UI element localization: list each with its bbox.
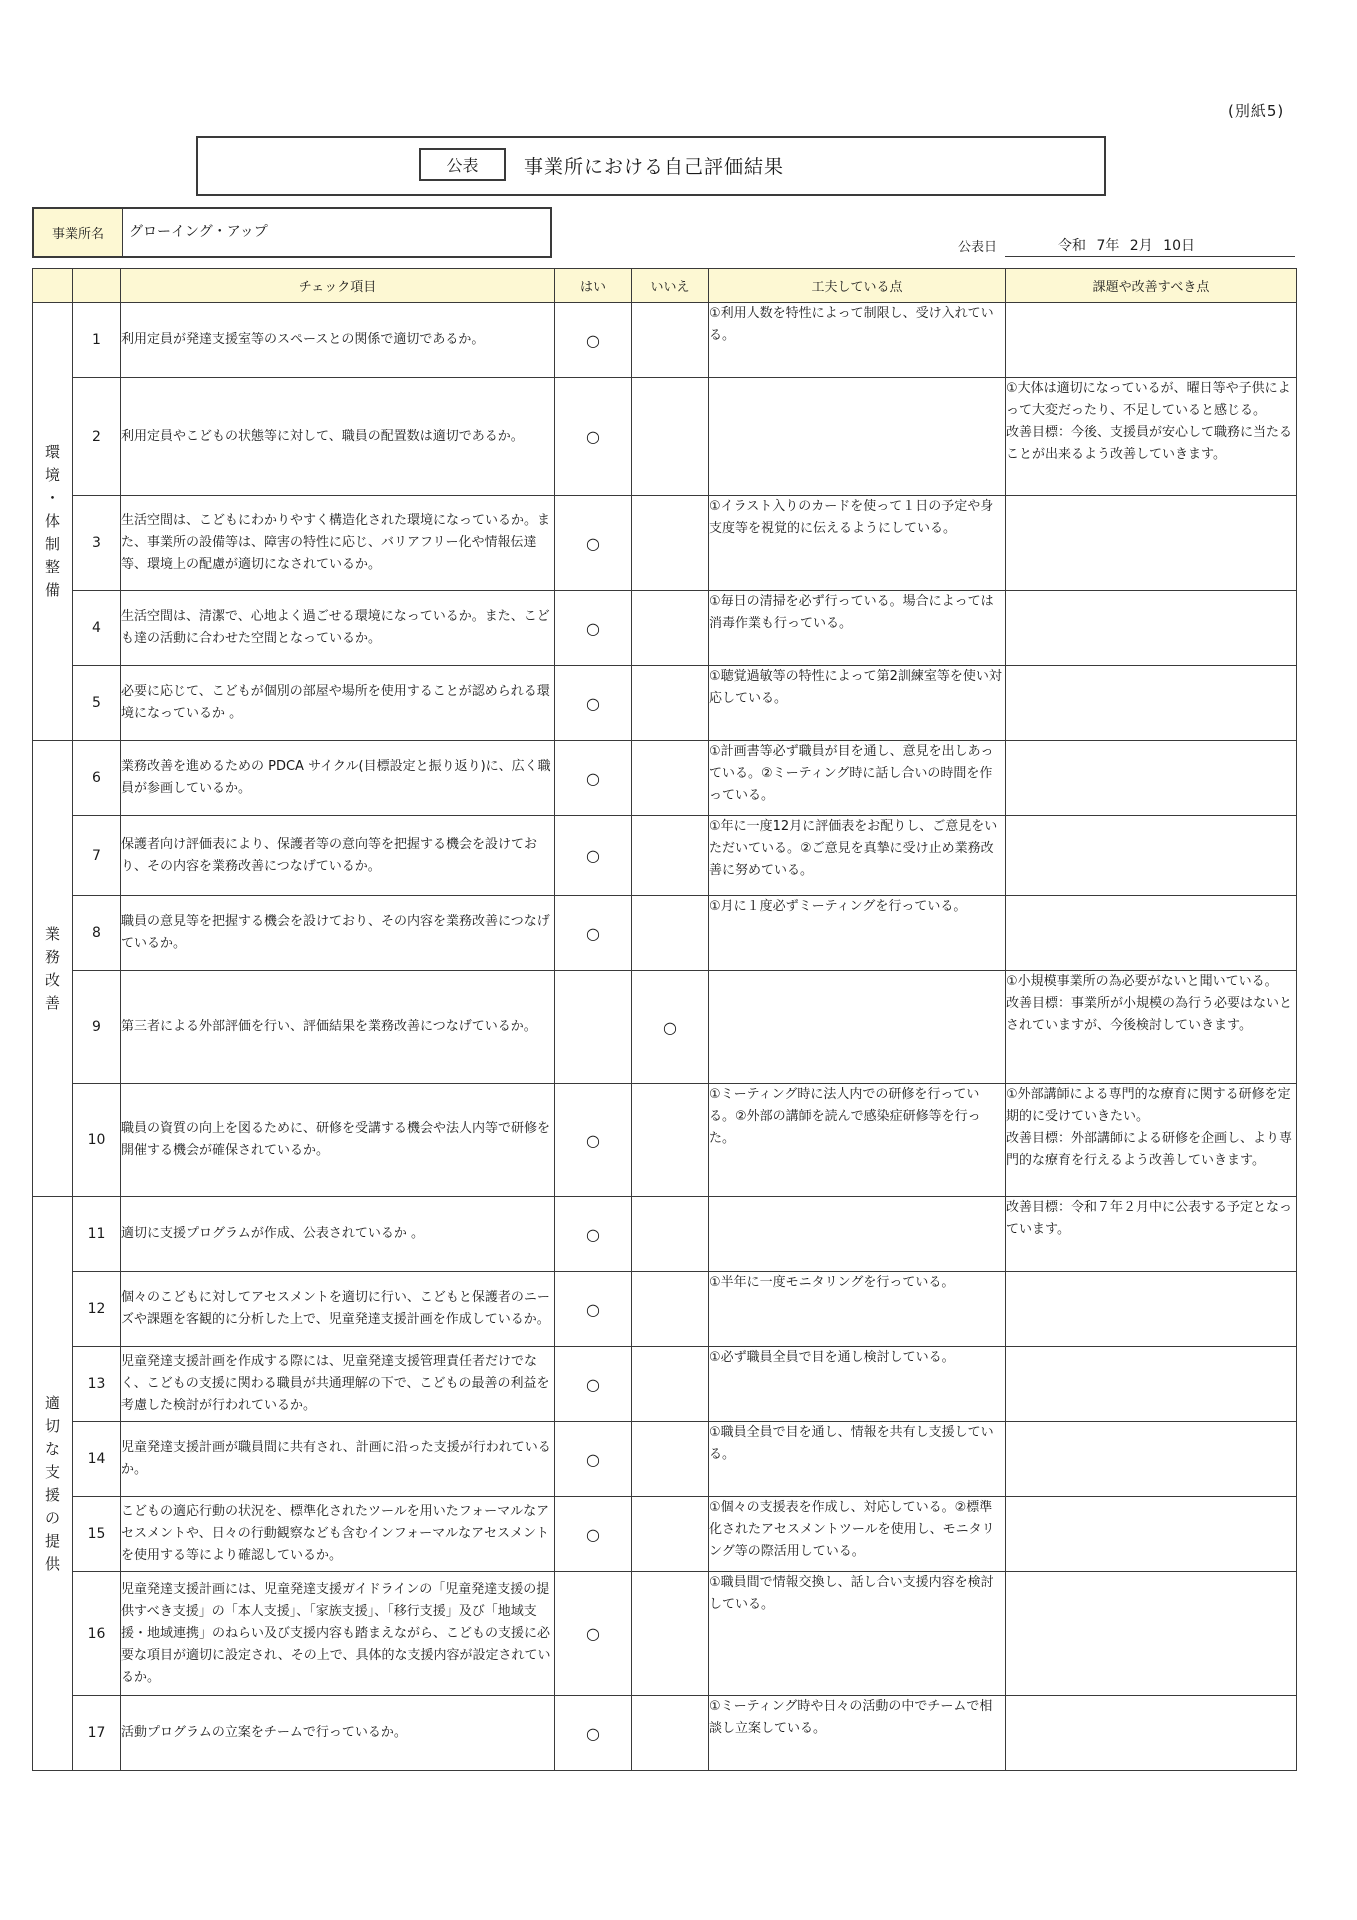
table-row bbox=[33, 378, 1297, 496]
category-char: 環 bbox=[44, 443, 60, 461]
no-mark bbox=[632, 1272, 709, 1347]
check-item-text: 適切に支援プログラムが作成、公表されているか 。 bbox=[121, 1197, 555, 1272]
issue-text bbox=[1006, 666, 1297, 741]
category-char: の bbox=[44, 1508, 60, 1527]
category-char: 境 bbox=[44, 466, 60, 484]
yes-mark: ○ bbox=[555, 1696, 632, 1771]
item-number: 12 bbox=[73, 1272, 121, 1347]
category-char: 善 bbox=[44, 993, 60, 1012]
yes-mark: ○ bbox=[555, 591, 632, 666]
yes-mark: ○ bbox=[555, 1084, 632, 1197]
category-char: 整 bbox=[44, 558, 60, 576]
office-label: 事業所名 bbox=[34, 209, 123, 256]
check-item-text: 必要に応じて、こどもが個別の部屋や場所を使用することが認められる環境になっているか 。 bbox=[121, 666, 555, 741]
no-mark bbox=[632, 666, 709, 741]
effort-text: ①ミーティング時や日々の活動の中でチームで相談し立案している。 bbox=[709, 1696, 1006, 1771]
check-item-text: 児童発達支援計画が職員間に共有され、計画に沿った支援が行われているか。 bbox=[121, 1422, 555, 1497]
issue-text bbox=[1006, 1696, 1297, 1771]
no-mark bbox=[632, 1422, 709, 1497]
category-char: 業 bbox=[44, 924, 60, 943]
check-item-text: 児童発達支援計画を作成する際には、児童発達支援管理責任者だけでなく、こどもの支援に関わる職員が共通理解の下で、こどもの最善の利益を考慮した検討が行われているか。 bbox=[121, 1347, 555, 1422]
yes-mark: ○ bbox=[555, 666, 632, 741]
check-item-text: 個々のこどもに対してアセスメントを適切に行い、こどもと保護者のニーズや課題を客観的に分析した上で、児童発達支援計画を作成しているか。 bbox=[121, 1272, 555, 1347]
no-mark: ○ bbox=[632, 971, 709, 1084]
category-label bbox=[33, 303, 73, 741]
category-char: 切 bbox=[44, 1416, 60, 1435]
check-item-text: 利用定員が発達支援室等のスペースとの関係で適切であるか。 bbox=[121, 303, 555, 378]
item-number: 15 bbox=[73, 1497, 121, 1572]
item-number: 7 bbox=[73, 816, 121, 896]
yes-mark: ○ bbox=[555, 1347, 632, 1422]
no-mark bbox=[632, 1696, 709, 1771]
item-number: 9 bbox=[73, 971, 121, 1084]
issue-text bbox=[1006, 303, 1297, 378]
check-item-text: 利用定員やこどもの状態等に対して、職員の配置数は適切であるか。 bbox=[121, 378, 555, 496]
effort-text: ①毎日の清掃を必ず行っている。場合によっては消毒作業も行っている。 bbox=[709, 591, 1006, 666]
table-row bbox=[33, 1272, 1297, 1347]
yes-mark bbox=[555, 971, 632, 1084]
table-row bbox=[33, 971, 1297, 1084]
category-char: 援 bbox=[44, 1485, 60, 1504]
effort-text: ①聴覚過敏等の特性によって第2訓練室等を使い対応している。 bbox=[709, 666, 1006, 741]
header-check-item: チェック項目 bbox=[121, 269, 555, 303]
check-item-text: 児童発達支援計画には、児童発達支援ガイドラインの「児童発達支援の提供すべき支援」の「本人支援」、「家族支援」、「移行支援」及び「地域支援・地域連携」のねらい及び支援内容も踏まえながら、こどもの支援に必要な項目が適切に設定され、その上で、具体的な支援内容が設定されているか。 bbox=[121, 1572, 555, 1696]
publication-date-label: 公表日 bbox=[958, 240, 998, 255]
check-item-text: 職員の意見等を把握する機会を設けており、その内容を業務改善につなげているか。 bbox=[121, 896, 555, 971]
no-mark bbox=[632, 303, 709, 378]
header-yes: はい bbox=[555, 269, 632, 303]
issue-text: ①大体は適切になっているが、曜日等や子供によって大変だったり、不足していると感じる。 改善目標：今後、支援員が安心して職務に当たることが出来るよう改善していきます。 bbox=[1006, 378, 1297, 496]
table-row bbox=[33, 1197, 1297, 1272]
table-row bbox=[33, 666, 1297, 741]
effort-text: ①職員間で情報交換し、話し合い支援内容を検討している。 bbox=[709, 1572, 1006, 1696]
item-number: 4 bbox=[73, 591, 121, 666]
effort-text bbox=[709, 378, 1006, 496]
effort-text: ①必ず職員全員で目を通し検討している。 bbox=[709, 1347, 1006, 1422]
issue-text bbox=[1006, 896, 1297, 971]
issue-text: 改善目標：令和７年２月中に公表する予定となっています。 bbox=[1006, 1197, 1297, 1272]
evaluation-table bbox=[32, 268, 1297, 1771]
category-char: 供 bbox=[44, 1554, 60, 1573]
no-mark bbox=[632, 1572, 709, 1696]
item-number: 13 bbox=[73, 1347, 121, 1422]
header-effort: 工夫している点 bbox=[709, 269, 1006, 303]
no-mark bbox=[632, 741, 709, 816]
no-mark bbox=[632, 1347, 709, 1422]
category-label bbox=[33, 741, 73, 1197]
no-mark bbox=[632, 378, 709, 496]
category-char: 制 bbox=[44, 535, 60, 553]
effort-text: ①月に１度必ずミーティングを行っている。 bbox=[709, 896, 1006, 971]
yes-mark: ○ bbox=[555, 496, 632, 591]
page-title: 事業所における自己評価結果 bbox=[524, 156, 785, 178]
annex-label: (別紙5) bbox=[1228, 102, 1285, 120]
item-number: 14 bbox=[73, 1422, 121, 1497]
yes-mark: ○ bbox=[555, 1572, 632, 1696]
yes-mark: ○ bbox=[555, 741, 632, 816]
issue-text bbox=[1006, 496, 1297, 591]
category-char: ・ bbox=[44, 489, 60, 507]
table-row bbox=[33, 741, 1297, 816]
table-row bbox=[33, 816, 1297, 896]
check-item-text: 職員の資質の向上を図るために、研修を受講する機会や法人内等で研修を開催する機会が確保されているか。 bbox=[121, 1084, 555, 1197]
category-char: 備 bbox=[44, 581, 60, 599]
item-number: 5 bbox=[73, 666, 121, 741]
table-row bbox=[33, 591, 1297, 666]
item-number: 10 bbox=[73, 1084, 121, 1197]
table-row bbox=[33, 303, 1297, 378]
issue-text bbox=[1006, 591, 1297, 666]
office-box bbox=[32, 207, 552, 258]
issue-text: ①外部講師による専門的な療育に関する研修を定期的に受けていきたい。 改善目標：外部講師による研修を企画し、より専門的な療育を行えるよう改善していきます。 bbox=[1006, 1084, 1297, 1197]
check-item-text: 活動プログラムの立案をチームで行っているか。 bbox=[121, 1696, 555, 1771]
category-char: な bbox=[44, 1439, 60, 1458]
issue-text bbox=[1006, 1272, 1297, 1347]
effort-text: ①利用人数を特性によって制限し、受け入れている。 bbox=[709, 303, 1006, 378]
check-item-text: 業務改善を進めるための PDCA サイクル(目標設定と振り返り)に、広く職員が参画しているか。 bbox=[121, 741, 555, 816]
yes-mark: ○ bbox=[555, 378, 632, 496]
issue-text: ①小規模事業所の為必要がないと聞いている。 改善目標：事業所が小規模の為行う必要はないとされていますが、今後検討していきます。 bbox=[1006, 971, 1297, 1084]
effort-text bbox=[709, 1197, 1006, 1272]
table-header-row bbox=[33, 269, 1297, 303]
yes-mark: ○ bbox=[555, 1272, 632, 1347]
table-row bbox=[33, 1497, 1297, 1572]
item-number: 16 bbox=[73, 1572, 121, 1696]
yes-mark: ○ bbox=[555, 896, 632, 971]
item-number: 11 bbox=[73, 1197, 121, 1272]
no-mark bbox=[632, 816, 709, 896]
no-mark bbox=[632, 1497, 709, 1572]
table-row bbox=[33, 1572, 1297, 1696]
category-char: 体 bbox=[44, 512, 60, 530]
table-row bbox=[33, 1422, 1297, 1497]
category-char: 務 bbox=[44, 947, 60, 966]
effort-text: ①半年に一度モニタリングを行っている。 bbox=[709, 1272, 1006, 1347]
yes-mark: ○ bbox=[555, 1422, 632, 1497]
table-row bbox=[33, 1696, 1297, 1771]
item-number: 3 bbox=[73, 496, 121, 591]
yes-mark: ○ bbox=[555, 1197, 632, 1272]
header-issue: 課題や改善すべき点 bbox=[1006, 269, 1297, 303]
item-number: 2 bbox=[73, 378, 121, 496]
category-label bbox=[33, 1197, 73, 1771]
no-mark bbox=[632, 496, 709, 591]
category-char: 提 bbox=[44, 1531, 60, 1550]
check-item-text: 第三者による外部評価を行い、評価結果を業務改善につなげているか。 bbox=[121, 971, 555, 1084]
item-number: 1 bbox=[73, 303, 121, 378]
effort-text: ①イラスト入りのカードを使って１日の予定や身支度等を視覚的に伝えるようにしている。 bbox=[709, 496, 1006, 591]
check-item-text: こどもの適応行動の状況を、標準化されたツールを用いたフォーマルなアセスメントや、日々の行動観察なども含むインフォーマルなアセスメントを使用する等により確認しているか。 bbox=[121, 1497, 555, 1572]
table-row bbox=[33, 1084, 1297, 1197]
check-item-text: 保護者向け評価表により、保護者等の意向等を把握する機会を設けており、その内容を業務改善につなげているか。 bbox=[121, 816, 555, 896]
table-row bbox=[33, 896, 1297, 971]
publication-tag: 公表 bbox=[419, 148, 506, 181]
issue-text bbox=[1006, 1572, 1297, 1696]
yes-mark: ○ bbox=[555, 303, 632, 378]
yes-mark: ○ bbox=[555, 816, 632, 896]
check-item-text: 生活空間は、こどもにわかりやすく構造化された環境になっているか。また、事業所の設備等は、障害の特性に応じ、バリアフリー化や情報伝達等、環境上の配慮が適切になされているか。 bbox=[121, 496, 555, 591]
issue-text bbox=[1006, 816, 1297, 896]
issue-text bbox=[1006, 1422, 1297, 1497]
office-name: グローイング・アップ bbox=[129, 224, 268, 240]
yes-mark: ○ bbox=[555, 1497, 632, 1572]
header-no: いいえ bbox=[632, 269, 709, 303]
issue-text bbox=[1006, 1497, 1297, 1572]
publication-date-underline bbox=[1005, 256, 1295, 257]
effort-text: ①職員全員で目を通し、情報を共有し支援している。 bbox=[709, 1422, 1006, 1497]
table-row bbox=[33, 1347, 1297, 1422]
effort-text: ①個々の支援表を作成し、対応している。②標準化されたアセスメントツールを使用し、モニタリング等の際活用している。 bbox=[709, 1497, 1006, 1572]
category-char: 適 bbox=[44, 1393, 60, 1412]
item-number: 8 bbox=[73, 896, 121, 971]
effort-text: ①ミーティング時に法人内での研修を行っている。②外部の講師を読んで感染症研修等を行った。 bbox=[709, 1084, 1006, 1197]
check-item-text: 生活空間は、清潔で、心地よく過ごせる環境になっているか。また、こども達の活動に合わせた空間となっているか。 bbox=[121, 591, 555, 666]
header-blank-category bbox=[33, 269, 73, 303]
no-mark bbox=[632, 1084, 709, 1197]
issue-text bbox=[1006, 741, 1297, 816]
table-row bbox=[33, 496, 1297, 591]
no-mark bbox=[632, 591, 709, 666]
item-number: 17 bbox=[73, 1696, 121, 1771]
item-number: 6 bbox=[73, 741, 121, 816]
title-box bbox=[196, 136, 1106, 196]
category-char: 支 bbox=[44, 1462, 60, 1481]
category-char: 改 bbox=[44, 970, 60, 989]
header-blank-number bbox=[73, 269, 121, 303]
effort-text: ①年に一度12月に評価表をお配りし、ご意見をいただいている。②ご意見を真摯に受け止め業務改善に努めている。 bbox=[709, 816, 1006, 896]
effort-text: ①計画書等必ず職員が目を通し、意見を出しあっている。②ミーティング時に話し合いの時間を作っている。 bbox=[709, 741, 1006, 816]
no-mark bbox=[632, 896, 709, 971]
effort-text bbox=[709, 971, 1006, 1084]
no-mark bbox=[632, 1197, 709, 1272]
issue-text bbox=[1006, 1347, 1297, 1422]
publication-date: 令和 7年 2月 10日 bbox=[1058, 238, 1195, 254]
